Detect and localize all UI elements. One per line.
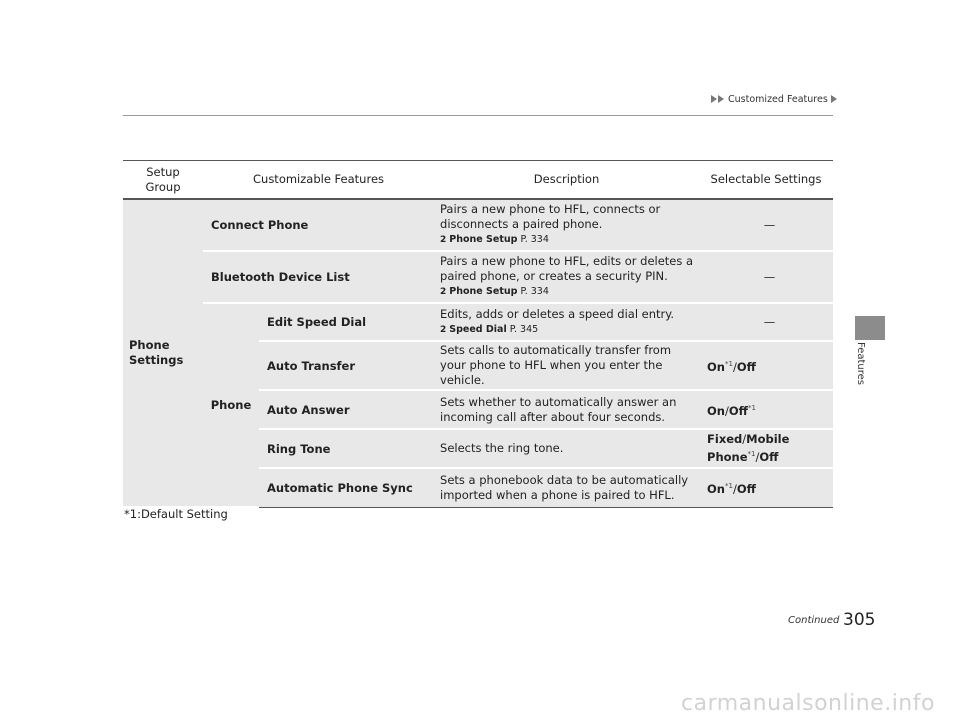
continued-label: Continued <box>788 615 840 626</box>
feature-description <box>434 251 699 303</box>
page-reference[interactable]: 2 Phone Setup P. 334 <box>440 286 549 297</box>
column-header: Setup Group <box>123 161 203 200</box>
selectable-settings: — <box>699 199 833 251</box>
header-rule <box>123 115 833 116</box>
selectable-settings: On$^{*1}$/Off <box>699 341 833 390</box>
feature-name: Bluetooth Device List <box>203 251 434 303</box>
reference-arrow-icon: 2 <box>440 287 447 297</box>
feature-name: Ring Tone <box>259 429 434 468</box>
table-row <box>123 303 833 341</box>
subgroup-cell: Phone <box>203 303 259 507</box>
description-text: Edits, adds or deletes a speed dial entry. <box>440 306 675 321</box>
triangle-icon <box>718 95 724 103</box>
selectable-settings: Fixed/Mobile Phone$^{*1}$/Off <box>699 429 833 468</box>
column-header: Customizable Features <box>203 161 434 200</box>
section-tab[interactable] <box>855 316 885 340</box>
reference-arrow-icon: 2 <box>440 324 447 335</box>
feature-name: Auto Transfer <box>259 341 434 390</box>
watermark: carmanualsonline.info <box>681 691 935 716</box>
selectable-settings: On$^{*1}$/Off <box>699 468 833 507</box>
feature-name: Connect Phone <box>203 199 434 251</box>
feature-description: Selects the ring tone. <box>434 429 699 468</box>
setup-group-cell: Phone Settings <box>123 199 203 507</box>
page-reference[interactable]: 2 Phone Setup P. 334 <box>440 234 549 245</box>
selectable-settings: — <box>699 303 833 341</box>
feature-description: Sets whether to automatically answer an incoming call after about four seconds. <box>434 390 699 429</box>
features-table <box>123 160 833 508</box>
triangle-icon <box>831 95 837 103</box>
footnote: *1:Default Setting <box>124 507 228 521</box>
feature-description: Sets a phonebook data to be automatically imported when a phone is paired to HFL. <box>434 468 699 507</box>
section-tab-label: Features <box>855 342 866 385</box>
feature-name: Automatic Phone Sync <box>259 468 434 507</box>
reference-arrow-icon: 2 <box>440 235 447 245</box>
breadcrumb-label: Customized Features <box>728 94 828 105</box>
feature-name: Auto Answer <box>259 390 434 429</box>
page-reference[interactable]: 2 Speed Dial P. 345 <box>440 323 539 335</box>
triangle-icon <box>711 95 717 103</box>
description-text: Pairs a new phone to HFL, edits or deletes a paired phone, or creates a security PIN. <box>440 254 694 283</box>
feature-description <box>434 303 699 341</box>
page-number: 305 <box>843 610 876 630</box>
column-header: Description <box>434 161 699 200</box>
feature-name: Edit Speed Dial <box>259 303 434 341</box>
feature-description <box>434 199 699 251</box>
selectable-settings: On/Off$^{*1}$ <box>699 390 833 429</box>
table-row <box>123 199 833 251</box>
description-text: Pairs a new phone to HFL, connects or disconnects a paired phone. <box>440 202 661 231</box>
breadcrumb <box>711 94 911 105</box>
feature-description: Sets calls to automatically transfer from your phone to HFL when you enter the vehicle. <box>434 341 699 390</box>
column-header: Selectable Settings <box>699 161 833 200</box>
selectable-settings: — <box>699 251 833 303</box>
table-row <box>123 251 833 303</box>
